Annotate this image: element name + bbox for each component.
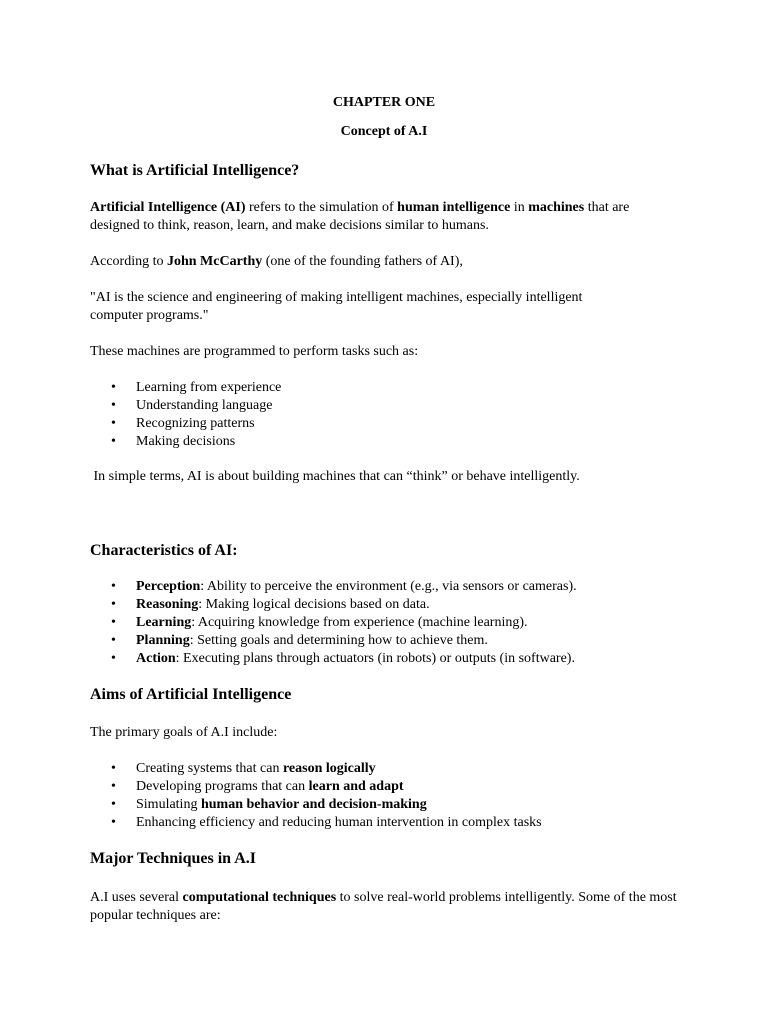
list-item-text: Recognizing patterns xyxy=(136,416,255,431)
list-item xyxy=(90,778,542,796)
list-item-text: : Ability to perceive the environment (e.g., via sensors or cameras). xyxy=(200,579,577,594)
tech-bold-1: computational techniques xyxy=(182,890,337,905)
def-text-3: that are designed to think, reason, learn, and make decisions similar to humans. xyxy=(90,200,630,233)
list-item xyxy=(90,379,281,397)
bullet-icon: • xyxy=(111,761,116,776)
list-item-term: Reasoning xyxy=(136,597,199,612)
list-item-text: Developing programs that can xyxy=(136,779,309,794)
list-item-term: Perception xyxy=(136,579,201,594)
list-item xyxy=(90,760,542,778)
tech-text-2: to solve real-world problems intelligently. Some of the most popular techniques are: xyxy=(90,890,677,923)
heading-characteristics: Characteristics of AI: xyxy=(90,542,238,559)
tasks-intro: These machines are programmed to perform tasks such as: xyxy=(90,344,419,359)
aims-list xyxy=(90,760,542,832)
list-item xyxy=(90,614,577,632)
tech-text-1: A.I uses several xyxy=(90,890,183,905)
characteristics-list xyxy=(90,578,577,668)
acc-text-2: (one of the founding fathers of AI), xyxy=(262,254,463,269)
list-item xyxy=(90,796,542,814)
list-item xyxy=(90,415,281,433)
def-bold-1: Artificial Intelligence (AI) xyxy=(90,200,246,215)
bullet-icon: • xyxy=(111,434,116,449)
list-item-text: : Making logical decisions based on data. xyxy=(198,597,430,612)
heading-aims: Aims of Artificial Intelligence xyxy=(90,686,292,703)
bullet-icon: • xyxy=(111,597,116,612)
bullet-icon: • xyxy=(111,779,116,794)
list-item-text: : Acquiring knowledge from experience (machine learning). xyxy=(191,615,528,630)
list-item-text: Creating systems that can xyxy=(136,761,283,776)
def-bold-3: machines xyxy=(528,200,585,215)
chapter-subtitle: Concept of A.I xyxy=(340,124,428,139)
def-text-1: refers to the simulation of xyxy=(245,200,398,215)
according-paragraph xyxy=(90,253,463,271)
bullet-icon: • xyxy=(111,398,116,413)
list-item-bold: learn and adapt xyxy=(308,779,404,794)
list-item xyxy=(90,632,577,650)
list-item xyxy=(90,814,542,832)
list-item-term: Learning xyxy=(136,615,192,630)
def-bold-2: human intelligence xyxy=(397,200,511,215)
bullet-icon: • xyxy=(111,633,116,648)
list-item-text: Enhancing efficiency and reducing human intervention in complex tasks xyxy=(136,815,542,830)
list-item-text: Understanding language xyxy=(136,398,273,413)
list-item-text: : Setting goals and determining how to achieve them. xyxy=(189,633,488,648)
bullet-icon: • xyxy=(111,380,116,395)
list-item-text: Learning from experience xyxy=(136,380,282,395)
acc-bold-1: John McCarthy xyxy=(166,254,263,269)
bullet-icon: • xyxy=(111,416,116,431)
acc-text-1: According to xyxy=(90,254,167,269)
chapter-title: CHAPTER ONE xyxy=(332,95,436,110)
heading-techniques: Major Techniques in A.I xyxy=(90,850,256,867)
def-text-2: in xyxy=(510,200,529,215)
list-item xyxy=(90,397,281,415)
list-item-term: Action xyxy=(136,651,176,666)
quote-paragraph: "AI is the science and engineering of making intelligent machines, especially intelligent computer programs." xyxy=(90,290,583,323)
techniques-paragraph xyxy=(90,889,680,925)
list-item xyxy=(90,578,577,596)
list-item-text: Making decisions xyxy=(136,434,236,449)
list-item xyxy=(90,433,281,451)
bullet-icon: • xyxy=(111,615,116,630)
list-item xyxy=(90,596,577,614)
list-item-text: Simulating xyxy=(136,797,201,812)
definition-paragraph xyxy=(90,199,680,235)
bullet-icon: • xyxy=(111,797,116,812)
list-item-term: Planning xyxy=(136,633,190,648)
list-item-text: : Executing plans through actuators (in robots) or outputs (in software). xyxy=(175,651,575,666)
bullet-icon: • xyxy=(111,651,116,666)
list-item-bold: human behavior and decision-making xyxy=(200,797,427,812)
bullet-icon: • xyxy=(111,815,116,830)
list-item xyxy=(90,650,577,668)
bullet-icon: • xyxy=(111,579,116,594)
tasks-list xyxy=(90,379,281,451)
list-item-bold: reason logically xyxy=(282,761,376,776)
aims-intro: The primary goals of A.I include: xyxy=(90,725,278,740)
heading-what-is-ai: What is Artificial Intelligence? xyxy=(90,162,300,179)
summary-paragraph: In simple terms, AI is about building machines that can “think” or behave intelligently. xyxy=(90,469,580,484)
